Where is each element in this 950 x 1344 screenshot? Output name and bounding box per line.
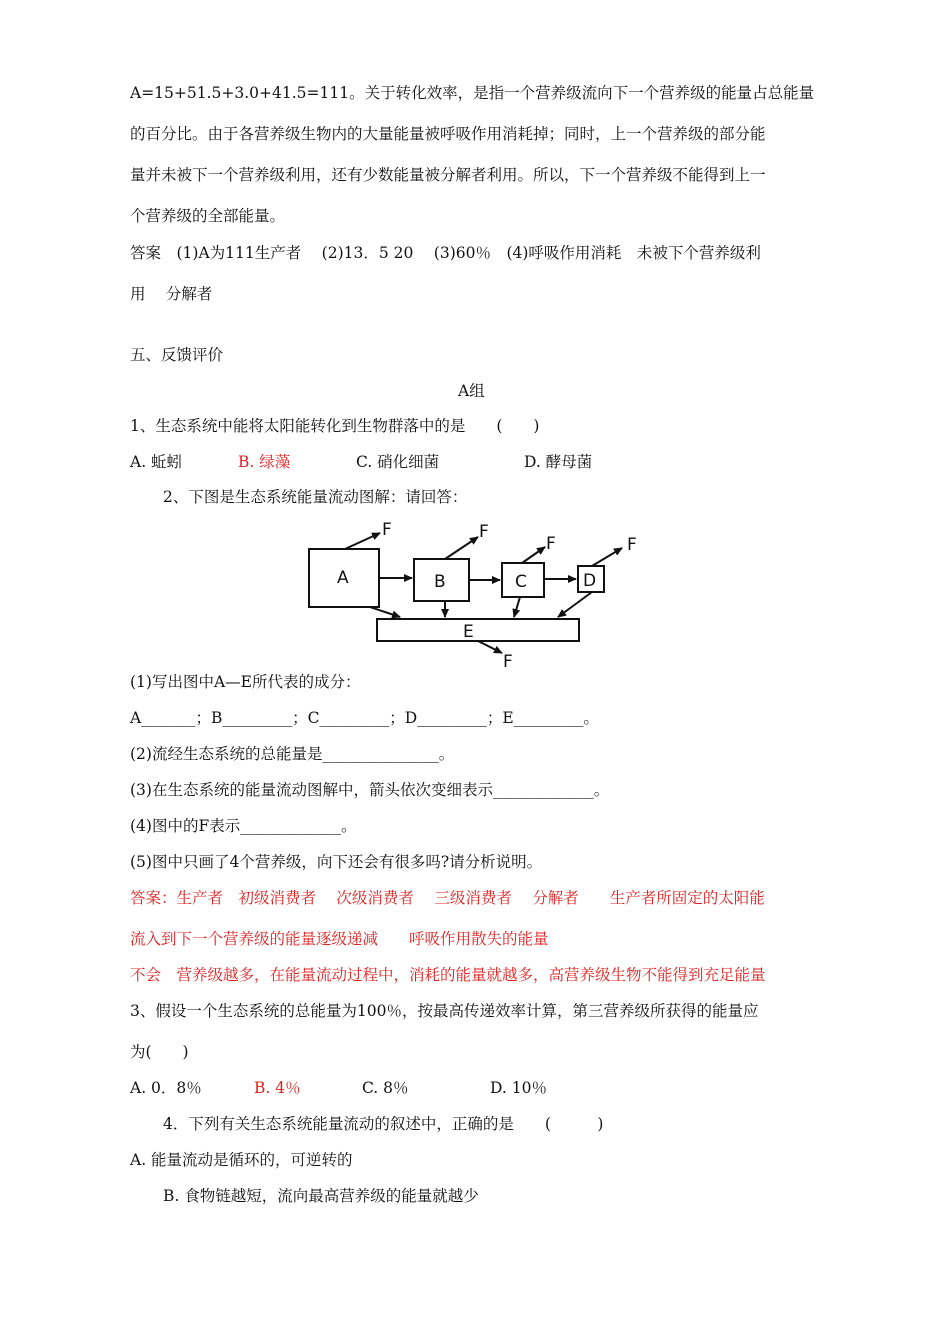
q2-answer-line-3: 不会 营养级越多，在能量流动过程中，消耗的能量就越多，高营养级生物不能得到充足能量: [130, 966, 766, 984]
q1-option-d: D. 酵母菌: [524, 453, 593, 471]
q4-option-a: A. 能量流动是循环的，可逆转的: [130, 1151, 353, 1169]
q1-option-c: C. 硝化细菌: [356, 453, 440, 471]
q2-sub4: (4)图中的F表示_____________。: [130, 817, 357, 835]
solution-line-4: 个营养级的全部能量。: [130, 207, 286, 225]
q2-sub3: (3)在生态系统的能量流动图解中，箭头依次变细表示_____________。: [130, 781, 610, 799]
label-e: E: [463, 622, 474, 642]
q1-option-b: B. 绿藻: [238, 453, 291, 471]
answer-line-2: 用 分解者: [130, 285, 213, 303]
q3-stem-2: 为( ): [130, 1043, 189, 1061]
q1-stem: 1、生态系统中能将太阳能转化到生物群落中的是 ( ): [130, 417, 540, 435]
q2-sub5: (5)图中只画了4个营养级，向下还会有很多吗?请分析说明。: [130, 853, 543, 871]
label-c: C: [515, 572, 527, 592]
q2-answer-line-2: 流入到下一个营养级的能量逐级递减 呼吸作用散失的能量: [130, 930, 549, 948]
q3-option-b: B. 4％: [254, 1079, 301, 1097]
label-b: B: [434, 572, 446, 592]
label-f-e: F: [503, 652, 513, 672]
label-f-b: F: [479, 522, 489, 542]
label-d: D: [583, 571, 597, 591]
group-title: A组: [458, 382, 485, 400]
q3-option-d: D. 10％: [490, 1079, 547, 1097]
energy-flow-diagram: [300, 515, 650, 675]
solution-line-3: 量并未被下一个营养级利用，还有少数能量被分解者利用。所以，下一个营养级不能得到上一: [130, 166, 766, 184]
label-a: A: [337, 568, 349, 588]
answer-line-1: 答案 (1)A为111生产者 (2)13．5 20 (3)60％ (4)呼吸作用消耗 未被下个营养级利: [130, 244, 761, 262]
label-f-c: F: [546, 534, 556, 554]
q4-stem: 4．下列有关生态系统能量流动的叙述中，正确的是 ( ): [163, 1115, 604, 1133]
solution-line-2: 的百分比。由于各营养级生物内的大量能量被呼吸作用消耗掉；同时，上一个营养级的部分能: [130, 125, 766, 143]
q2-sub2: (2)流经生态系统的总能量是_______________。: [130, 745, 455, 763]
q2-answer-line-1: 答案：生产者 初级消费者 次级消费者 三级消费者 分解者 生产者所固定的太阳能: [130, 889, 765, 907]
section-title: 五、反馈评价: [130, 346, 224, 364]
q2-sub1-blanks: A_______；B_________；C_________；D_________；E_________。: [130, 709, 599, 727]
box-e: [377, 619, 579, 641]
q4-option-b: B. 食物链越短，流向最高营养级的能量就越少: [163, 1187, 479, 1205]
q3-option-a: A. 0．8％: [130, 1079, 202, 1097]
q2-stem: 2、下图是生态系统能量流动图解：请回答：: [163, 488, 468, 506]
q3-stem-1: 3、假设一个生态系统的总能量为100％，按最高传递效率计算，第三营养级所获得的能量应: [130, 1002, 759, 1020]
q2-sub1: (1)写出图中A—E所代表的成分：: [130, 673, 361, 691]
q3-option-c: C. 8％: [362, 1079, 409, 1097]
label-f-d: F: [627, 535, 637, 555]
label-f-a: F: [382, 520, 392, 540]
q1-option-a: A. 蚯蚓: [130, 453, 183, 471]
solution-line-1: A=15+51.5+3.0+41.5=111。关于转化效率，是指一个营养级流向下一个营养级的能量占总能量: [130, 84, 815, 102]
